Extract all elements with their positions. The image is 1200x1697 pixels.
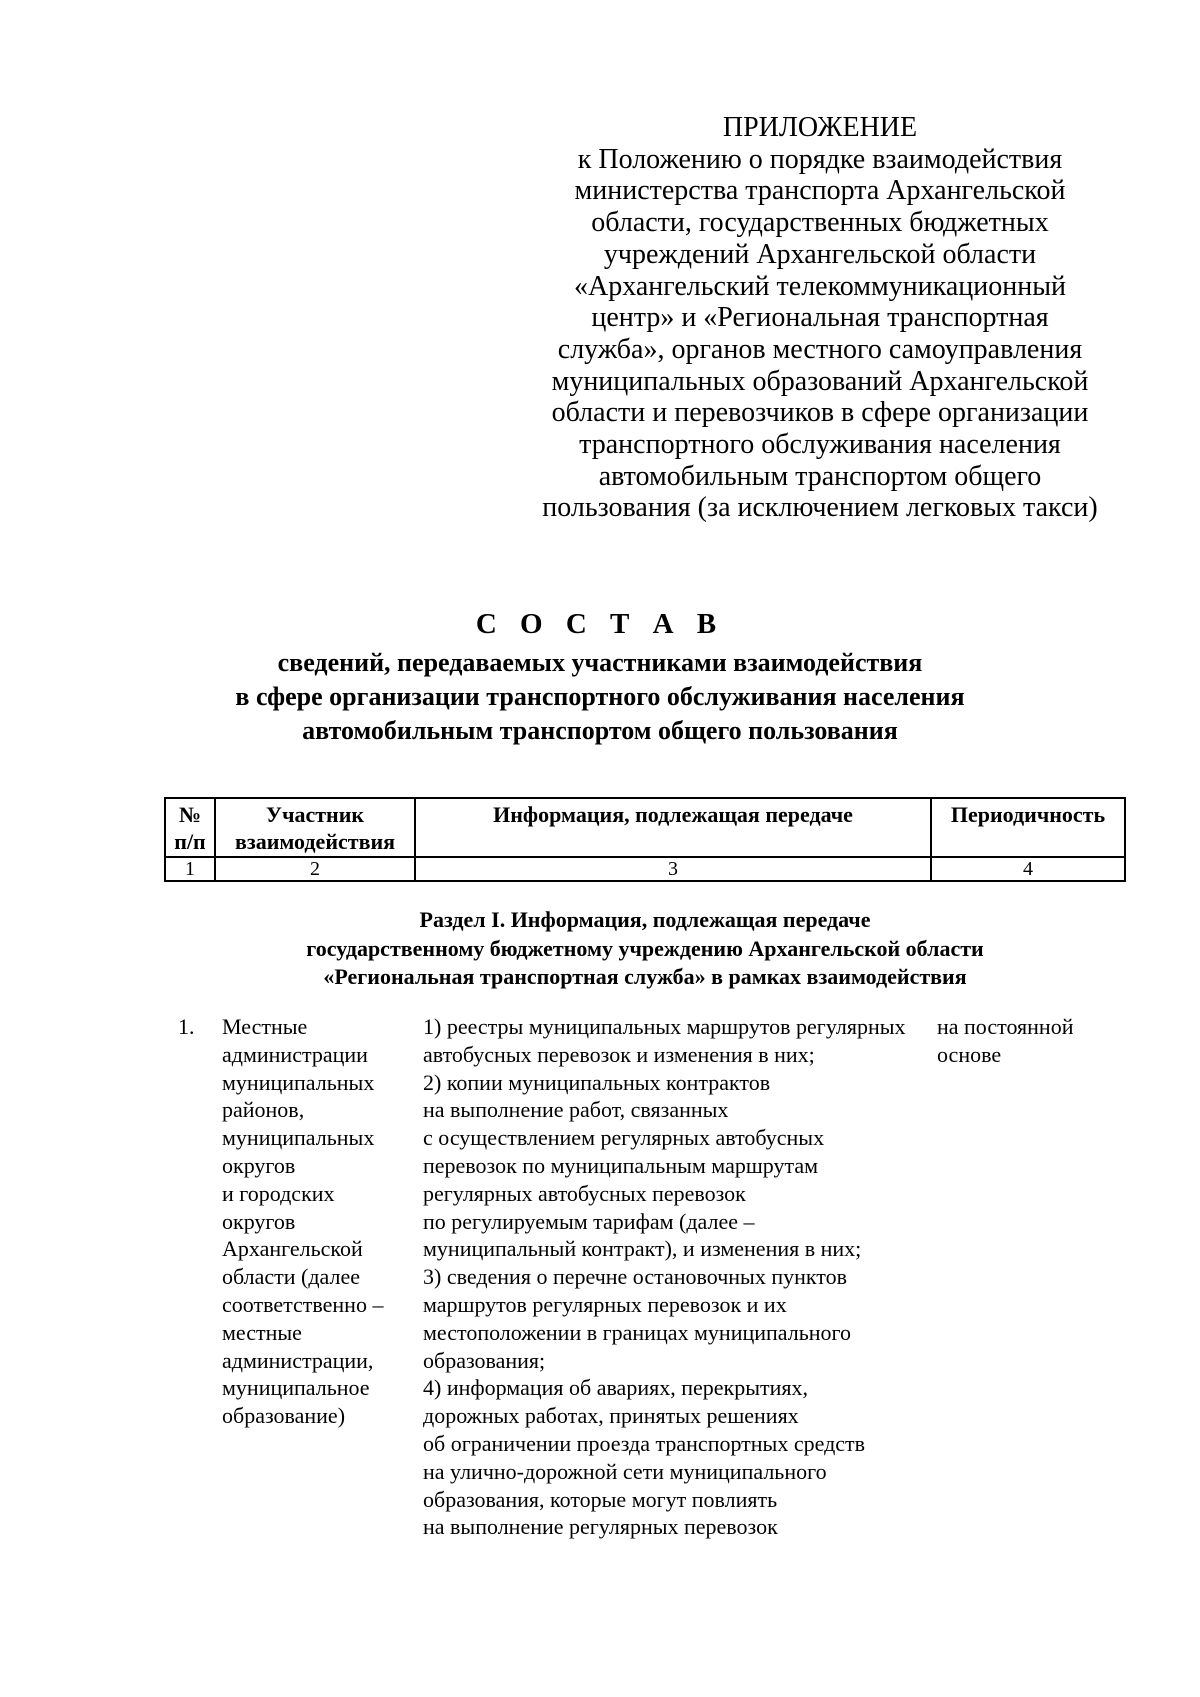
header-cell-info [415, 798, 931, 857]
participant-line: Местные [222, 1014, 308, 1039]
period-line: на постоянной [937, 1014, 1074, 1039]
subtitle-line: в сфере организации транспортного обслуживания населения [235, 682, 965, 711]
subtitle-line: автомобильным транспортом общего пользования [302, 716, 898, 745]
appendix-line: «Архангельский телекоммуникационный [573, 270, 1066, 302]
column-number: 4 [931, 857, 1125, 881]
header-row [165, 798, 1125, 857]
info-line: регулярных автобусных перевозок [423, 1180, 746, 1206]
appendix-line: области, государственных бюджетных [591, 207, 1049, 239]
info-line: перевозок по муниципальным маршрутам [423, 1152, 819, 1178]
header-text: взаимодействия [234, 829, 396, 854]
info-line: об ограничении проезда транспортных средств [423, 1430, 866, 1456]
appendix-line: муниципальных образований Архангельской [551, 365, 1089, 397]
section-heading [0, 906, 1200, 992]
column-number: 3 [415, 857, 931, 881]
info-line: с осуществлением регулярных автобусных [423, 1125, 825, 1151]
info-line: на выполнение регулярных перевозок [423, 1514, 778, 1540]
section-line: государственному бюджетному учреждению Архангельской области [306, 935, 984, 961]
participant-line: округов [222, 1208, 296, 1234]
participant-line: муниципальных [222, 1069, 375, 1095]
participant-line: муниципальных [222, 1125, 375, 1151]
participant-line: районов, [222, 1097, 305, 1123]
info-line: местоположении в границах муниципального [423, 1319, 852, 1345]
header-cell-number [165, 798, 215, 857]
appendix-line: пользования (за исключением легковых такси) [542, 492, 1098, 524]
info-line: 4) информация об авариях, перекрытиях, [423, 1375, 808, 1401]
document-subtitle [0, 646, 1200, 748]
header-text: Участник [265, 802, 365, 827]
participant-line: соответственно – [222, 1291, 384, 1317]
info-line: образования; [423, 1347, 546, 1373]
appendix-line: к Положению о порядке взаимодействия [577, 143, 1063, 175]
header-cell-participant [215, 798, 415, 857]
header-table [164, 797, 1126, 882]
appendix-title: ПРИЛОЖЕНИЕ [722, 112, 918, 143]
header-text: Периодичность [950, 802, 1106, 827]
header-text: № [178, 802, 202, 827]
row-info [423, 1013, 943, 1541]
info-line: 2) копии муниципальных контрактов [423, 1069, 771, 1095]
header-cell-period [931, 798, 1125, 857]
header-text: Информация, подлежащая передаче [493, 802, 853, 827]
period-line: основе [937, 1041, 1002, 1067]
appendix-line: области и перевозчиков в сфере организации [551, 397, 1089, 429]
info-line: 1) реестры муниципальных маршрутов регулярных [423, 1014, 906, 1039]
participant-line: и городских [222, 1180, 335, 1206]
participant-line: администрации [222, 1041, 368, 1067]
appendix-line: служба», органов местного самоуправления [557, 333, 1083, 365]
header-text: п/п [174, 829, 206, 854]
appendix-block [520, 112, 1120, 524]
column-number-row [165, 857, 1125, 881]
appendix-line: транспортного обслуживания населения [579, 429, 1061, 461]
participant-line: администрации, [222, 1347, 374, 1373]
subtitle-line: сведений, передаваемых участниками взаимодействия [277, 648, 923, 677]
info-line: автобусных перевозок и изменения в них; [423, 1041, 815, 1067]
participant-line: области (далее [222, 1264, 361, 1290]
section-line: Раздел I. Информация, подлежащая передаче [419, 907, 871, 932]
info-line: маршрутов регулярных перевозок и их [423, 1291, 787, 1317]
participant-line: муниципальное [222, 1375, 370, 1401]
appendix-line: учреждений Архангельской области [603, 238, 1037, 270]
participant-line: местные [222, 1319, 302, 1345]
info-line: образования, которые могут повлиять [423, 1486, 778, 1512]
column-number: 2 [215, 857, 415, 881]
row-number: 1. [178, 1014, 195, 1039]
appendix-line: центр» и «Региональная транспортная [591, 302, 1049, 334]
info-line: дорожных работах, принятых решениях [423, 1403, 799, 1429]
info-line: на улично-дорожной сети муниципального [423, 1458, 827, 1484]
info-line: по регулируемым тарифам (далее – [423, 1208, 755, 1234]
info-line: 3) сведения о перечне остановочных пунктов [423, 1264, 847, 1290]
section-line: «Региональная транспортная служба» в рамках взаимодействия [323, 964, 967, 989]
participant-line: округов [222, 1152, 296, 1178]
participant-line: Архангельской [222, 1236, 363, 1262]
participant-line: образование) [222, 1403, 346, 1429]
info-line: муниципальный контракт), и изменения в них; [423, 1236, 862, 1262]
column-number: 1 [165, 857, 215, 881]
document-title: С О С Т А В [475, 608, 725, 640]
appendix-line: автомобильным транспортом общего [598, 460, 1042, 492]
appendix-line: министерства транспорта Архангельской [574, 175, 1066, 207]
row-period [937, 1013, 1112, 1069]
row-participant [222, 1013, 412, 1430]
info-line: на выполнение работ, связанных [423, 1097, 729, 1123]
